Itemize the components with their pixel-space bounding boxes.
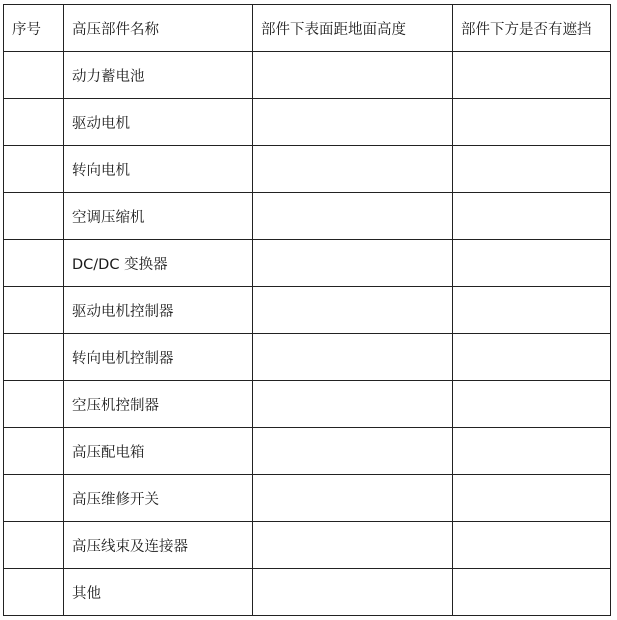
cell-height-input[interactable] — [253, 193, 453, 240]
table-row — [4, 381, 611, 428]
cell-obstruction-input[interactable] — [453, 52, 611, 99]
cell-part-name: 空调压缩机 — [64, 193, 253, 240]
table-body — [4, 52, 611, 616]
cell-index — [4, 287, 64, 334]
cell-obstruction-input[interactable] — [453, 193, 611, 240]
cell-height-input[interactable] — [253, 146, 453, 193]
table-row — [4, 287, 611, 334]
cell-height-input[interactable] — [253, 334, 453, 381]
table-row — [4, 475, 611, 522]
cell-index — [4, 381, 64, 428]
cell-index — [4, 569, 64, 616]
table-row — [4, 193, 611, 240]
table-row — [4, 146, 611, 193]
cell-index — [4, 99, 64, 146]
cell-obstruction-input[interactable] — [453, 99, 611, 146]
cell-obstruction-input[interactable] — [453, 569, 611, 616]
cell-height-input[interactable] — [253, 240, 453, 287]
cell-obstruction-input[interactable] — [453, 381, 611, 428]
cell-height-input[interactable] — [253, 475, 453, 522]
cell-obstruction-input[interactable] — [453, 146, 611, 193]
cell-index — [4, 193, 64, 240]
table-row — [4, 569, 611, 616]
cell-part-name: 其他 — [64, 569, 253, 616]
cell-height-input[interactable] — [253, 99, 453, 146]
cell-index — [4, 146, 64, 193]
header-index: 序号 — [4, 5, 64, 52]
cell-part-name: DC/DC 变换器 — [64, 240, 253, 287]
header-part-name: 高压部件名称 — [64, 5, 253, 52]
cell-obstruction-input[interactable] — [453, 522, 611, 569]
cell-index — [4, 52, 64, 99]
header-height-above-ground: 部件下表面距地面高度 — [253, 5, 453, 52]
table-row — [4, 334, 611, 381]
table-row — [4, 522, 611, 569]
table-row — [4, 99, 611, 146]
cell-obstruction-input[interactable] — [453, 287, 611, 334]
table-row — [4, 240, 611, 287]
cell-index — [4, 240, 64, 287]
table-header-row — [4, 5, 611, 52]
cell-part-name: 动力蓄电池 — [64, 52, 253, 99]
cell-index — [4, 475, 64, 522]
cell-part-name: 高压配电箱 — [64, 428, 253, 475]
cell-part-name: 空压机控制器 — [64, 381, 253, 428]
cell-obstruction-input[interactable] — [453, 240, 611, 287]
cell-part-name: 高压线束及连接器 — [64, 522, 253, 569]
header-obstruction-below: 部件下方是否有遮挡 — [453, 5, 611, 52]
table-row — [4, 428, 611, 475]
cell-obstruction-input[interactable] — [453, 475, 611, 522]
cell-part-name: 高压维修开关 — [64, 475, 253, 522]
cell-part-name: 转向电机控制器 — [64, 334, 253, 381]
cell-height-input[interactable] — [253, 522, 453, 569]
cell-height-input[interactable] — [253, 287, 453, 334]
cell-part-name: 转向电机 — [64, 146, 253, 193]
cell-height-input[interactable] — [253, 381, 453, 428]
cell-height-input[interactable] — [253, 569, 453, 616]
cell-part-name: 驱动电机控制器 — [64, 287, 253, 334]
cell-obstruction-input[interactable] — [453, 428, 611, 475]
cell-part-name: 驱动电机 — [64, 99, 253, 146]
cell-height-input[interactable] — [253, 428, 453, 475]
cell-height-input[interactable] — [253, 52, 453, 99]
table-row — [4, 52, 611, 99]
high-voltage-parts-table — [3, 4, 611, 616]
cell-index — [4, 428, 64, 475]
cell-obstruction-input[interactable] — [453, 334, 611, 381]
cell-index — [4, 522, 64, 569]
high-voltage-parts-table-container — [3, 4, 611, 616]
cell-index — [4, 334, 64, 381]
